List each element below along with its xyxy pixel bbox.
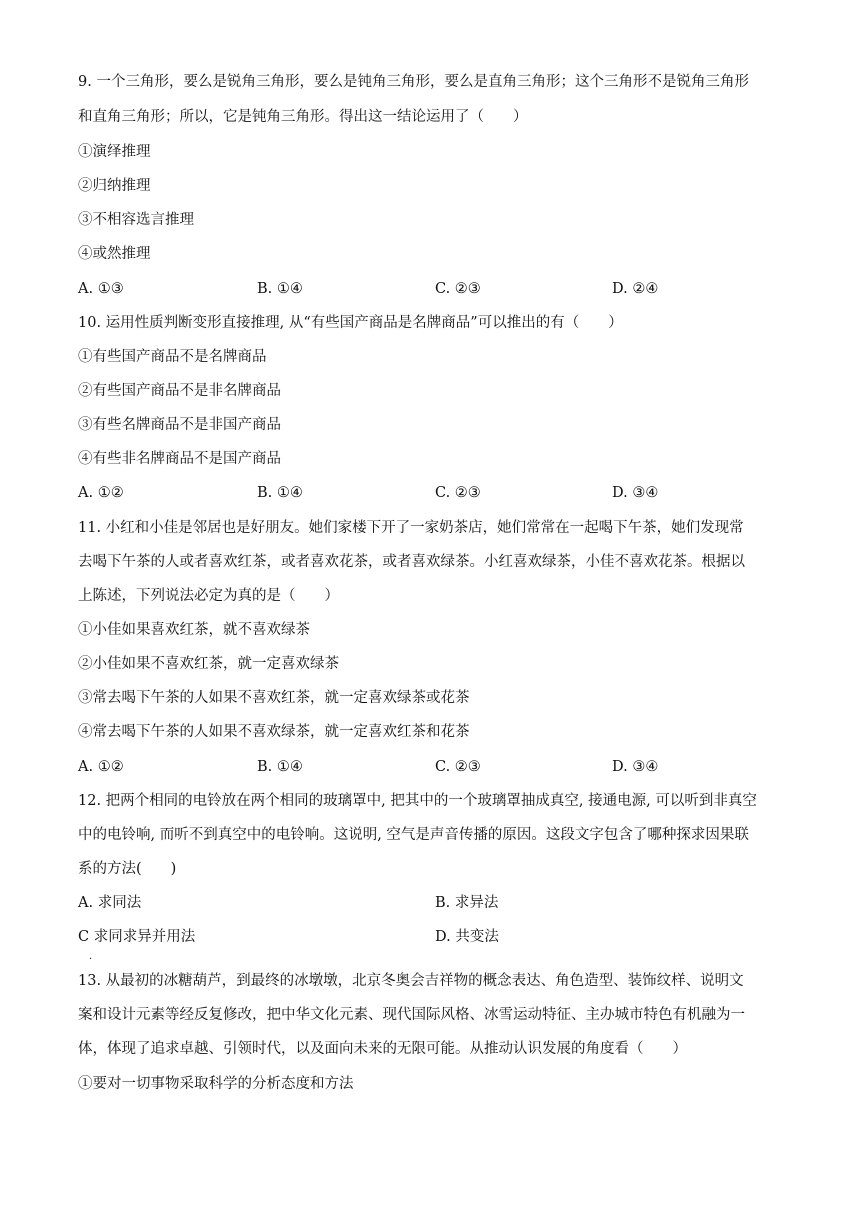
q10-option-c[interactable]: C. ②③ xyxy=(435,485,481,501)
q10-option-b[interactable]: B. ①④ xyxy=(257,485,303,501)
q13-stem-line-2: 案和设计元素等经反复修改，把中华文化元素、现代国际风格、冰雪运动特征、主办城市特色有机融为一 xyxy=(78,1007,745,1023)
q12-option-d[interactable]: D. 共变法 xyxy=(435,929,499,945)
q10-item-3: ③有些名牌商品不是非国产商品 xyxy=(78,417,281,433)
q11-item-1: ①小佳如果喜欢红茶，就不喜欢绿茶 xyxy=(78,622,310,638)
stray-mark: . xyxy=(89,951,93,962)
q11-option-b[interactable]: B. ①④ xyxy=(257,759,303,775)
q13-item-1: ①要对一切事物采取科学的分析态度和方法 xyxy=(78,1076,354,1092)
q13-stem-line-1: 13. 从最初的冰糖葫芦，到最终的冰墩墩，北京冬奥会吉祥物的概念表达、角色造型、装饰纹样、说明文 xyxy=(78,973,744,989)
q11-option-d[interactable]: D. ③④ xyxy=(612,759,659,775)
q10-item-2: ②有些国产商品不是非名牌商品 xyxy=(78,383,281,399)
q9-option-c[interactable]: C. ②③ xyxy=(435,281,481,297)
q12-stem-line-3: 系的方法( ) xyxy=(78,861,177,877)
q11-item-2: ②小佳如果不喜欢红茶，就一定喜欢绿茶 xyxy=(78,656,339,672)
q12-option-a[interactable]: A. 求同法 xyxy=(78,895,142,911)
q11-stem-line-3: 上陈述，下列说法必定为真的是（ ） xyxy=(78,588,339,604)
q9-option-b[interactable]: B. ①④ xyxy=(257,281,303,297)
q9-stem-line-1: 9. 一个三角形，要么是锐角三角形，要么是钝角三角形，要么是直角三角形；这个三角形不是锐角三角形 xyxy=(78,74,749,90)
q10-option-a[interactable]: A. ①② xyxy=(78,485,124,501)
q10-option-d[interactable]: D. ③④ xyxy=(612,485,659,501)
q9-item-2: ②归纳推理 xyxy=(78,178,151,194)
q12-option-b[interactable]: B. 求异法 xyxy=(435,895,499,911)
q12-stem-line-2: 中的电铃响, 而听不到真空中的电铃响。这说明, 空气是声音传播的原因。这段文字包含了哪种探求因果联 xyxy=(78,827,749,843)
q11-stem-line-2: 去喝下午茶的人或者喜欢红茶，或者喜欢花茶，或者喜欢绿茶。小红喜欢绿茶，小佳不喜欢花茶。根据以 xyxy=(78,554,745,570)
q9-option-d[interactable]: D. ②④ xyxy=(612,281,659,297)
q10-stem-line-1: 10. 运用性质判断变形直接推理, 从“有些国产商品是名牌商品”可以推出的有（ ） xyxy=(78,315,623,331)
q9-item-3: ③不相容选言推理 xyxy=(78,212,194,228)
q11-item-4: ④常去喝下午茶的人如果不喜欢绿茶，就一定喜欢红茶和花茶 xyxy=(78,724,470,740)
q9-stem-line-2: 和直角三角形；所以，它是钝角三角形。得出这一结论运用了（ ） xyxy=(78,109,528,125)
q9-option-a[interactable]: A. ①③ xyxy=(78,281,124,297)
q9-item-1: ①演绎推理 xyxy=(78,144,151,160)
q11-item-3: ③常去喝下午茶的人如果不喜欢红茶，就一定喜欢绿茶或花茶 xyxy=(78,690,470,706)
q13-stem-line-3: 体，体现了追求卓越、引领时代，以及面向未来的无限可能。从推动认识发展的角度看（ ） xyxy=(78,1041,687,1057)
q10-item-4: ④有些非名牌商品不是国产商品 xyxy=(78,451,281,467)
q12-stem-line-1: 12. 把两个相同的电铃放在两个相同的玻璃罩中, 把其中的一个玻璃罩抽成真空, 接通电源, 可以听到非真空 xyxy=(78,793,757,809)
q11-option-a[interactable]: A. ①② xyxy=(78,759,124,775)
q11-stem-line-1: 11. 小红和小佳是邻居也是好朋友。她们家楼下开了一家奶茶店，她们常常在一起喝下午茶，她们发现常 xyxy=(78,520,744,536)
q9-item-4: ④或然推理 xyxy=(78,246,151,262)
q11-option-c[interactable]: C. ②③ xyxy=(435,759,481,775)
q10-item-1: ①有些国产商品不是名牌商品 xyxy=(78,349,267,365)
q12-option-c[interactable]: C 求同求异并用法 xyxy=(78,929,196,945)
